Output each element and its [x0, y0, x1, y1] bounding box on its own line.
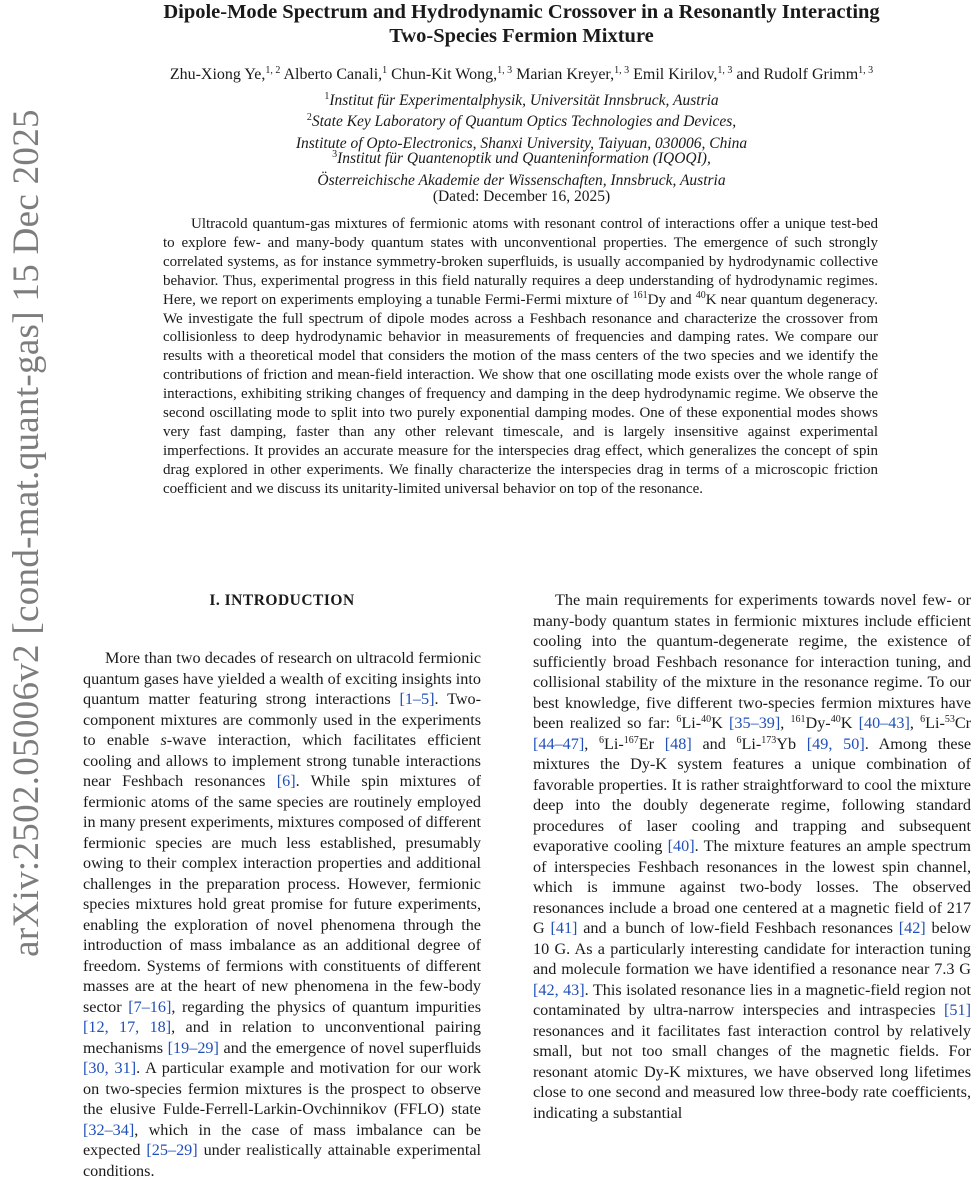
citation-link[interactable]: [44–47] — [533, 734, 585, 753]
citation-link[interactable]: [25–29] — [146, 1141, 198, 1159]
author-list — [70, 65, 973, 85]
arxiv-identifier: arXiv:2502.05006v2 [cond-mat.quant-gas] 15 Dec 2025 — [6, 109, 47, 957]
right-column-text: The main requirements for experiments towards novel few- or many-body quantum states in fermionic mixtures include efficient cooling into the quantum-degenerate regime, the existence of sufficiently broad Feshbach resonance for interaction tuning, and collisional stability of the mixture in the resonance regime. To our best knowledge, five different two-species fermion mixtures have been realized so far: $^6$Li-$^{40}$K [35–39], $^{161}$Dy-$^{40}$K [40–43], $^6$Li-$^{53}$Cr [44–47], $^6$Li-$^{167}$Er [48] and $^6$Li-$^{173}$Yb [49, 50]. Among these mixtures the Dy-K system features a unique combination of favorable properties. It is rather straightforward to cool the mixture deep into the doubly degenerate regime, following standard procedures of laser cooling and trapping and subsequent evaporative cooling [40]. The mixture features an ample spectrum of interspecies Feshbach resonances in the lowest spin channel, which is immune against two-body losses. The observed resonances include a broad one centered at a magnetic field of 217 G [41] and a bunch of low-field Feshbach resonances [42] below 10 G. As a particularly interesting candidate for interaction tuning and molecule formation we have identified a resonance near 7.3 G [42, 43]. This isolated resonance lies in a magnetic-field region not contaminated by ultra-narrow interspecies and intraspecies [51] resonances and it facilitates fast interaction control by relatively small, but not too small changes of the magnetic fields. For resonant atomic Dy-K mixtures, we have observed long lifetimes close to one second and measured low three-body rate coefficients, indicating a substantial — [533, 591, 972, 1122]
citation-link[interactable]: 17, — [118, 1018, 140, 1036]
paper-title — [70, 0, 973, 48]
citation-link[interactable]: [41] — [550, 919, 578, 937]
citation-link[interactable]: 18] — [149, 1018, 172, 1036]
left-column-text: More than two decades of research on ultracold fermionic quantum gases have yielded a wealth of exciting insights into quantum matter featuring strong interactions [1–5]. Two-component mixtures are commonly used in the experiments to enable s-wave interaction, which facilitates efficient cooling and allows to implement strong tunable interactions near Feshbach resonances [6]. While spin mixtures of fermionic atoms of the same species are routinely employed in many present experiments, mixtures composed of different fermionic species are much less established, presumably owing to their complex interaction properties and additional challenges in the preparation process. However, fermionic species mixtures hold great promise for future experiments, enabling the exploration of novel phenomena through the introduction of mass imbalance as an additional degree of freedom. Systems of fermions with constituents of different masses are at the heart of new phenomena in the few-body sector [7–16], regarding the physics of quantum impurities [12, 17, 18], and in relation to unconventional pairing mechanisms [19–29] and the emergence of novel superfluids [30, 31]. A particular example and motivation for our work on two-species fermion mixtures is the prospect to observe the elusive Fulde-Ferrell-Larkin-Ovchinnikov (FFLO) state [32–34], which in the case of mass imbalance can be expected [25–29] under realistically attainable experimental conditions. — [83, 649, 482, 1180]
author: Zhu-Xiong Ye,$^{1, 2}$ — [169, 65, 281, 83]
affiliation-3: $^3$Institut für Quantenoptik und Quanteninformation (IQOQI), Österreichische Akademie der Wissenschaften, Innsbruck, Austria — [317, 149, 726, 189]
citation-link[interactable]: [6] — [276, 772, 296, 790]
author: and Rudolf Grimm$^{1, 3}$ — [736, 65, 874, 83]
citation-link[interactable]: [32–34] — [83, 1120, 135, 1139]
author: Marian Kreyer,$^{1, 3}$ — [516, 65, 630, 83]
citation-link[interactable]: [42] — [898, 919, 926, 937]
citation-link[interactable]: [40–43] — [858, 714, 910, 732]
citation-link[interactable]: [42, — [533, 980, 559, 999]
author: Alberto Canali,$^1$ — [283, 65, 388, 83]
citation-link[interactable]: [7–16] — [128, 997, 172, 1016]
author: Emil Kirilov,$^{1, 3}$ — [633, 65, 733, 83]
citation-link[interactable]: 43] — [563, 980, 585, 999]
citation-link[interactable]: 50] — [843, 734, 865, 753]
citation-link[interactable]: 31] — [114, 1059, 137, 1077]
title-line-1: Dipole-Mode Spectrum and Hydrodynamic Crossover in a Resonantly Interacting — [163, 1, 880, 23]
author: Chun-Kit Wong,$^{1, 3}$ — [391, 65, 513, 83]
citation-link[interactable]: [51] — [944, 1001, 972, 1019]
citation-link[interactable]: [1–5] — [399, 690, 435, 708]
citation-link[interactable]: [19–29] — [167, 1038, 219, 1057]
citation-link[interactable]: [40] — [667, 837, 695, 855]
section-heading-introduction: I. INTRODUCTION — [209, 592, 355, 609]
citation-link[interactable]: [12, — [83, 1018, 109, 1036]
title-line-2: Two-Species Fermion Mixture — [389, 25, 654, 47]
affiliation-1: $^1$Institut für Experimentalphysik, Universität Innsbruck, Austria — [324, 91, 719, 109]
citation-link[interactable]: [49, — [806, 734, 833, 753]
date-line: (Dated: December 16, 2025) — [432, 188, 611, 205]
affiliation-2: $^2$State Key Laboratory of Quantum Optics Technologies and Devices, Institute of Opto-Electronics, Shanxi University, Taiyuan, 030006, China — [295, 112, 748, 152]
citation-link[interactable]: [35–39] — [729, 714, 781, 732]
abstract: Ultracold quantum-gas mixtures of fermionic atoms with resonant control of interactions offer a unique test-bed to explore few- and many-body quantum states with unconventional properties. The emergence of such strongly correlated systems, as for instance symmetry-broken superfluids, is usually accompanied by hydrodynamic collective behavior. Thus, experimental progress in this field naturally requires a deep understanding of hydrodynamic regimes. Here, we report on experiments employing a tunable Fermi-Fermi mixture of $^{161}$Dy and $^{40}$K near quantum degeneracy. We investigate the full spectrum of dipole modes across a Feshbach resonance and characterize the crossover from collisionless to deep hydrodynamic behavior in measurements of frequencies and damping rates. We compare our results with a theoretical model that considers the motion of the mass centers of the two species and we identify the contributions of friction and mean-field interaction. We show that one oscillating mode exists over the whole range of interactions, exhibiting striking changes of frequency and damping in the deep hydrodynamic regime. We observe the second oscillating mode to split into two purely exponential damping modes. One of these exponential modes shows very fast damping, faster than any other relevant timescale, and is largely insensitive against experimental imperfections. It provides an accurate measure for the interspecies drag effect, which generalizes the concept of spin drag explored in other experiments. We finally characterize the interspecies drag in terms of a microscopic friction coefficient and we discuss its unitarity-limited universal behavior on top of the resonance. — [163, 216, 879, 497]
citation-link[interactable]: [30, — [83, 1059, 109, 1077]
citation-link[interactable]: [48] — [664, 734, 692, 753]
